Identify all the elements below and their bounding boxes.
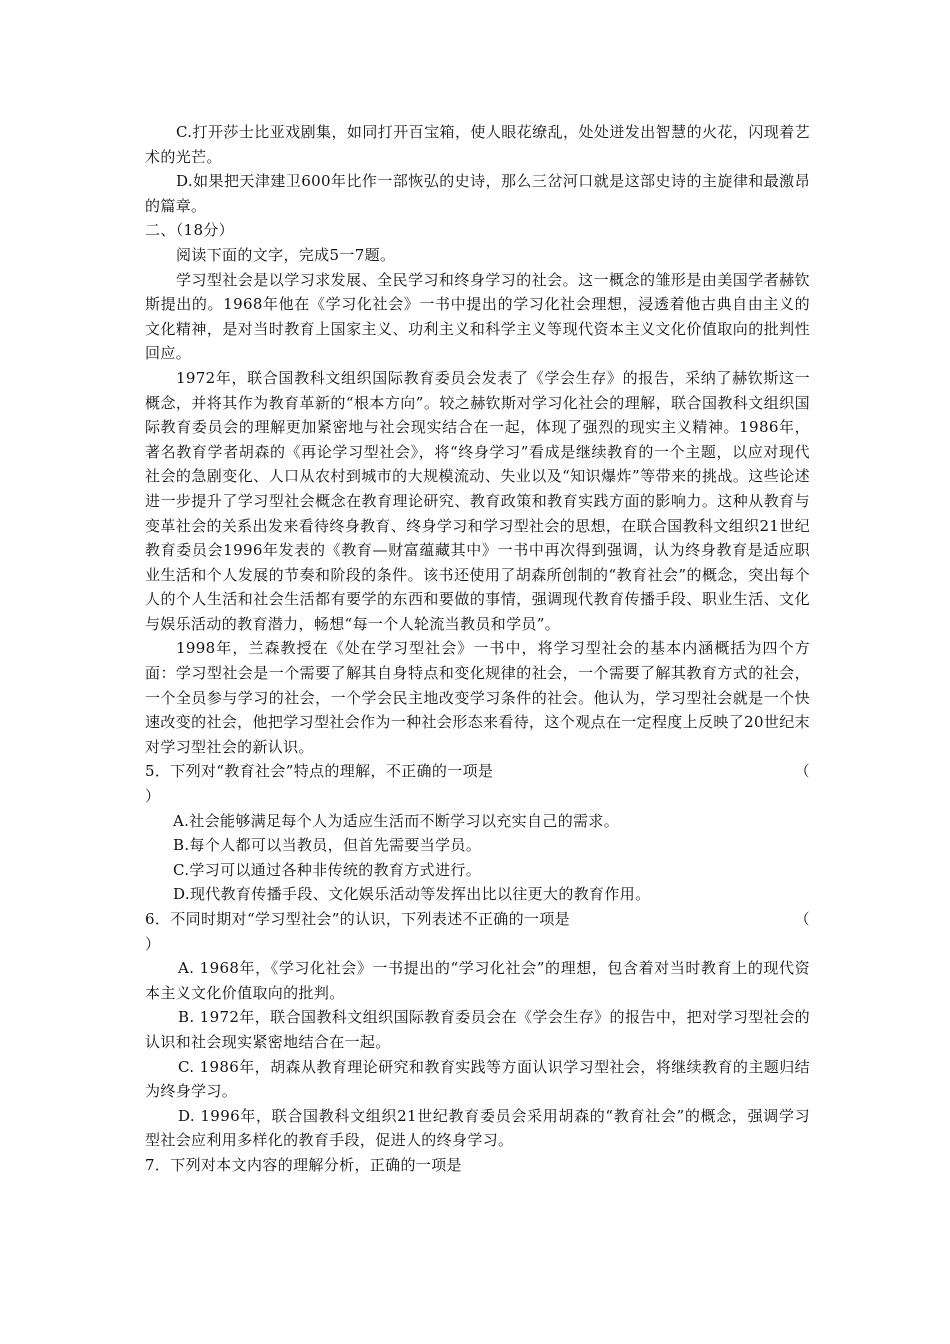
- question-6-option-c: C. 1986年，胡森从教育理论研究和教育实践等方面认识学习型社会，将继续教育的主题归结为终身学习。: [145, 1057, 810, 1101]
- section-instruction: 阅读下面的文字，完成5一7题。: [176, 245, 396, 264]
- option-c-top: C.打开莎士比亚戏剧集，如同打开百宝箱，使人眼花缭乱，处处迸发出智慧的火花，闪现着艺术的光芒。: [145, 123, 810, 166]
- question-7-stem: 7．下列对本文内容的理解分析，正确的一项是: [145, 1155, 462, 1174]
- question-6-paren-close: ）: [145, 934, 161, 953]
- question-6-option-a: A. 1968年，《学习化社会》一书提出的“学习化社会”的理想，包含着对当时教育上的现代资本主义文化价值取向的批判。: [145, 959, 810, 1002]
- question-6-option-d: D. 1996年，联合国教科文组织21世纪教育委员会采用胡森的“教育社会”的概念，强调学习型社会应利用多样化的教育手段，促进人的终身学习。: [145, 1106, 810, 1150]
- option-d-top: D.如果把天津建卫600年比作一部恢弘的史诗，那么三岔河口就是这部史诗的主旋律和最激昂的篇章。: [145, 172, 810, 215]
- question-6-stem: 6．不同时期对“学习型社会”的认识，下列表述不正确的一项是: [145, 910, 571, 928]
- question-5-option-a: A.社会能够满足每个人为适应生活而不断学习以充实自己的需求。: [173, 811, 620, 830]
- section-heading: 二、（18分）: [145, 221, 235, 240]
- question-5-paren-close: ）: [145, 787, 161, 806]
- question-5-stem-line: [145, 759, 810, 784]
- passage-paragraph-3: 1998年，兰森教授在《处在学习型社会》一书中，将学习型社会的基本内涵概括为四个方面：学习型社会是一个需要了解其自身特点和变化规律的社会，一个需要了解其教育方式的社会，一个全员参与学习的社会，一个学会民主地改变学习条件的社会。他认为，学习型社会就是一个快速改变的社会，他把学习型社会作为一种社会形态来看待，这个观点在一定程度上反映了20世纪末对学习型社会的新认识。: [145, 639, 810, 756]
- passage-paragraph-1: 学习型社会是以学习求发展、全民学习和终身学习的社会。这一概念的雏形是由美国学者赫钦斯提出的。1968年他在《学习化社会》一书中提出的学习化社会理想，浸透着他古典自由主义的文化精神，是对当时教育上国家主义、功利主义和科学主义等现代资本主义文化价值取向的批判性回应。: [145, 270, 810, 363]
- document-page: [145, 120, 810, 1178]
- question-5-paren-open: （: [794, 762, 810, 781]
- question-6-stem-line: [145, 907, 810, 932]
- question-6-paren-open: （: [794, 910, 810, 928]
- question-5-option-c: C.学习可以通过各种非传统的教育方式进行。: [173, 860, 482, 879]
- question-6-option-b: B. 1972年，联合国教科文组织国际教育委员会在《学会生存》的报告中，把对学习型社会的认识和社会现实紧密地结合在一起。: [145, 1008, 810, 1051]
- question-5-stem: 5．下列对“教育社会”特点的理解，不正确的一项是: [145, 762, 494, 781]
- question-5-option-d: D.现代教育传播手段、文化娱乐活动等发挥出比以往更大的教育作用。: [173, 885, 651, 904]
- passage-paragraph-2: 1972年，联合国教科文组织国际教育委员会发表了《学会生存》的报告，采纳了赫钦斯这一概念，并将其作为教育革新的“根本方向”。较之赫钦斯对学习化社会的理解，联合国教科文组织国际教育委员会的理解更加紧密地与社会现实结合在一起，体现了强烈的现实主义精神。1986年，著名教育学者胡森的《再论学习型社会》，将“终身学习”看成是继续教育的一个主题，以应对现代社会的急剧变化、人口从农村到城市的大规模流动、失业以及“知识爆炸”等带来的挑战。这些论述进一步提升了学习型社会概念在教育理论研究、教育政策和教育实践方面的影响力。这种从教育与变革社会的关系出发来看待终身教育、终身学习和学习型社会的思想，在联合国教科文组织21世纪教育委员会1996年发表的《教育—财富蕴藏其中》一书中再次得到强调，认为终身教育是适应职业生活和个人发展的节奏和阶段的条件。该书还使用了胡森所创制的“教育社会”的概念，突出每个人的个人生活和社会生活都有要学的东西和要做的事情，强调现代教育传播手段、职业生活、文化与娱乐活动的教育潜力，畅想“每一个人轮流当教员和学员”。: [145, 368, 810, 633]
- question-5-option-b: B.每个人都可以当教员，但首先需要当学员。: [173, 836, 482, 855]
